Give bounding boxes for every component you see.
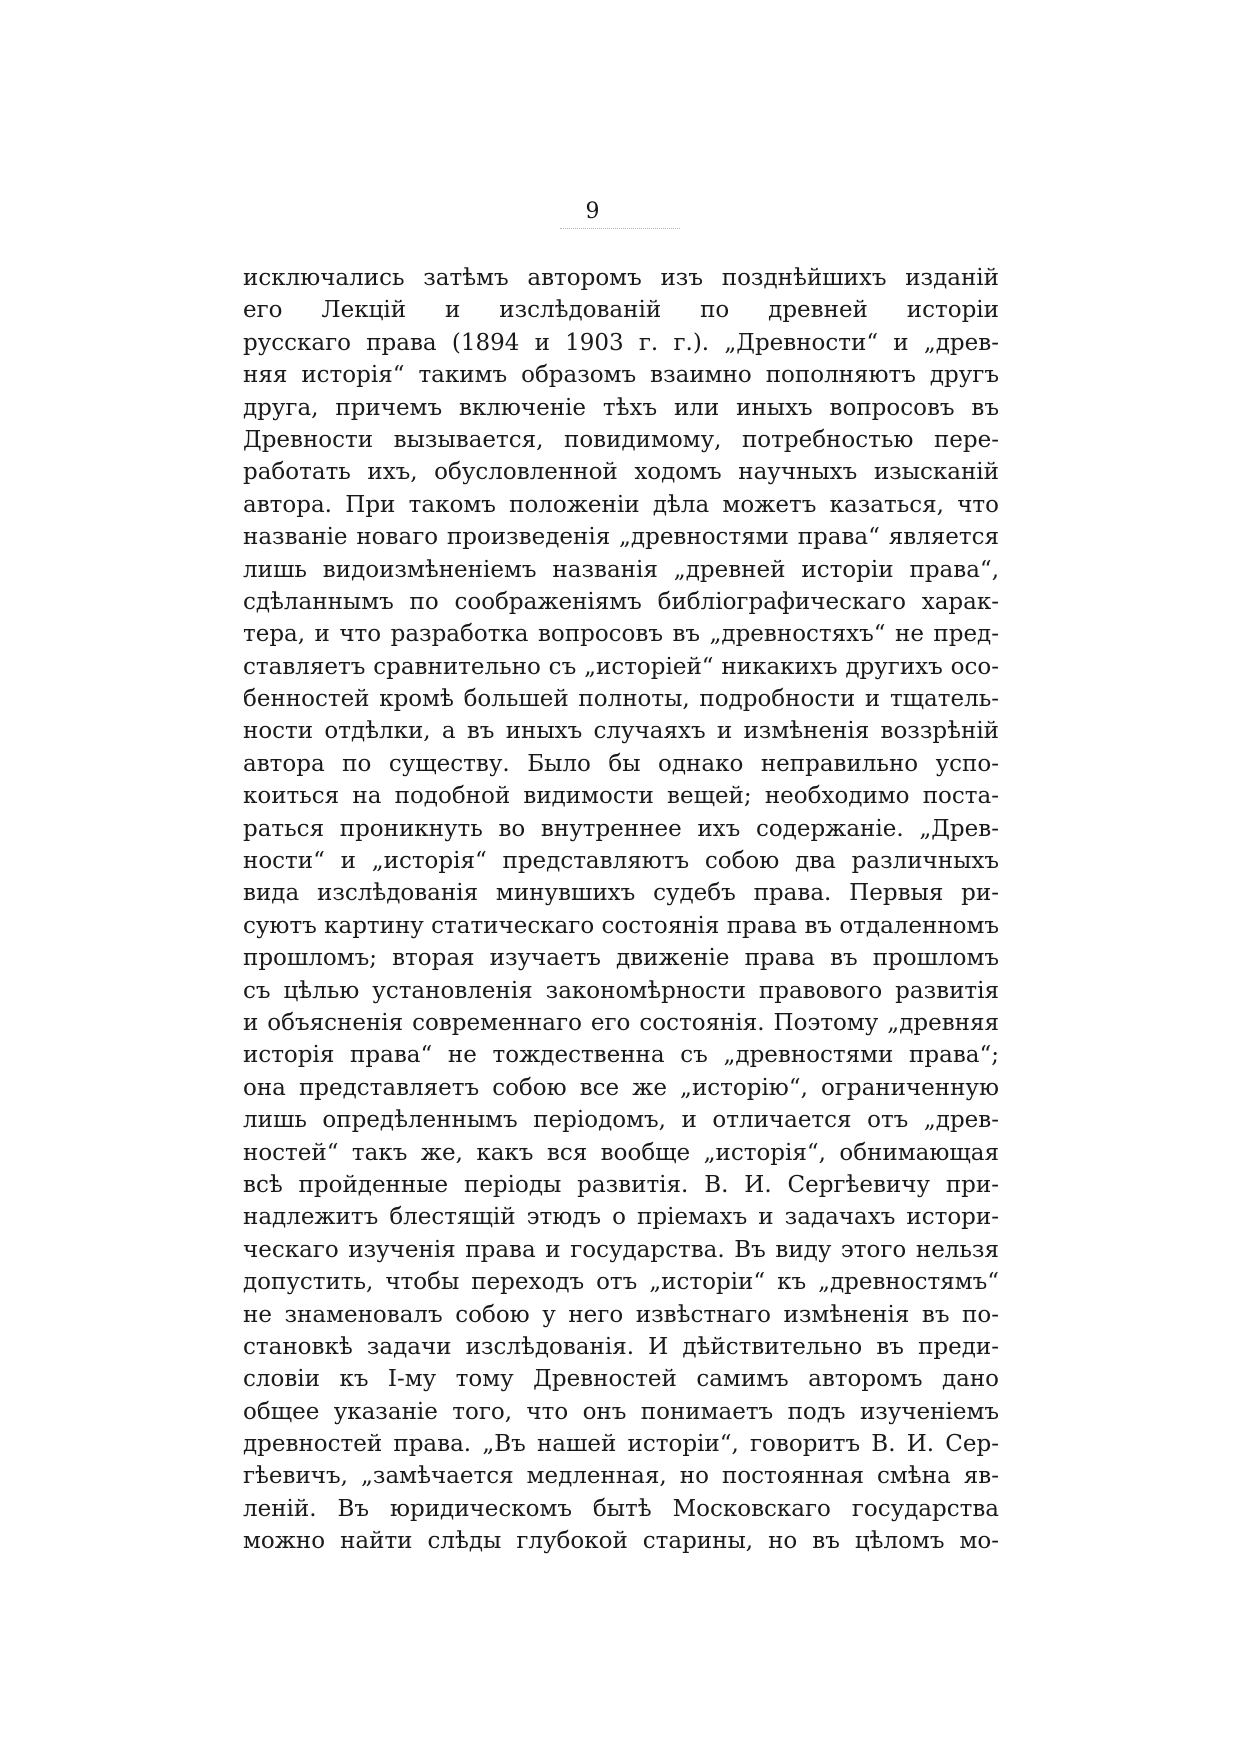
text-line: леній. Въ юридическомъ бытѣ Московскаго государства xyxy=(243,1495,999,1522)
text-line: гѣевичъ, „замѣчается медленная, но постоянная смѣна яв- xyxy=(243,1463,999,1490)
text-line: ставляетъ сравнительно съ „исторіей“ никакихъ другихъ осо- xyxy=(243,653,999,680)
text-line: Древности вызывается, повидимому, потребностью пере- xyxy=(243,426,999,453)
text-line: названіе новаго произведенія „древностями права“ является xyxy=(243,524,999,551)
text-line: исторія права“ не тождественна съ „древностями права“; xyxy=(243,1042,999,1069)
text-line: общее указаніе того, что онъ понимаетъ подъ изученіемъ xyxy=(243,1398,999,1425)
text-line: русскаго права (1894 и 1903 г. г.). „Древности“ и „древ- xyxy=(243,329,999,356)
text-line: ческаго изученія права и государства. Въ виду этого нельзя xyxy=(243,1236,999,1263)
text-line: ности отдѣлки, а въ иныхъ случаяхъ и измѣненія воззрѣній xyxy=(243,718,999,745)
text-line: ности“ и „исторія“ представляютъ собою два различныхъ xyxy=(243,848,999,875)
text-line: допустить, чтобы переходъ отъ „исторіи“ къ „древностямъ“ xyxy=(243,1269,999,1296)
text-line: бенностей кромѣ большей полноты, подробности и тщатель- xyxy=(243,686,999,713)
header-divider xyxy=(560,228,680,230)
text-line: словіи къ I-му тому Древностей самимъ авторомъ дано xyxy=(243,1366,999,1393)
text-line: няя исторія“ такимъ образомъ взаимно пополняютъ другъ xyxy=(243,362,999,389)
text-line: сдѣланнымъ по соображеніямъ библіографическаго харак- xyxy=(243,588,999,615)
text-line: коиться на подобной видимости вещей; необходимо поста- xyxy=(243,783,999,810)
text-line: друга, причемъ включеніе тѣхъ или иныхъ вопросовъ въ xyxy=(243,394,999,421)
text-line: его Лекцій и изслѣдованій по древней исторіи xyxy=(243,297,999,324)
text-line: работать ихъ, обусловленной ходомъ научныхъ изысканій xyxy=(243,459,999,486)
text-line: всѣ пройденные періоды развитія. В. И. Сергѣевичу при- xyxy=(243,1171,999,1198)
page-number: 9 xyxy=(585,199,600,224)
text-line: можно найти слѣды глубокой старины, но въ цѣломъ мо- xyxy=(243,1528,999,1555)
text-line: вида изслѣдованія минувшихъ судебъ права. Первыя ри- xyxy=(243,880,999,907)
text-line: древностей права. „Въ нашей исторіи“, говоритъ В. И. Сер- xyxy=(243,1431,999,1458)
text-line: тера, и что разработка вопросовъ въ „древностяхъ“ не пред- xyxy=(243,621,999,648)
text-line: прошломъ; вторая изучаетъ движеніе права въ прошломъ xyxy=(243,945,999,972)
text-line: ностей“ такъ же, какъ вся вообще „исторія“, обнимающая xyxy=(243,1139,999,1166)
text-line: лишь видоизмѣненіемъ названія „древней исторіи права“, xyxy=(243,556,999,583)
text-line: становкѣ задачи изслѣдованія. И дѣйствительно въ преди- xyxy=(243,1333,999,1360)
body-text xyxy=(243,262,999,1558)
text-line: автора по существу. Было бы однако неправильно успо- xyxy=(243,750,999,777)
text-line: надлежитъ блестящій этюдъ о пріемахъ и задачахъ истори- xyxy=(243,1204,999,1231)
text-line: суютъ картину статическаго состоянія права въ отдаленномъ xyxy=(243,912,1000,939)
text-line: исключались затѣмъ авторомъ изъ позднѣйшихъ изданій xyxy=(243,265,999,291)
text-line: съ цѣлью установленія закономѣрности правового развитія xyxy=(243,977,999,1004)
text-line: раться проникнуть во внутреннее ихъ содержаніе. „Древ- xyxy=(243,815,999,842)
text-line: не знаменовалъ собою у него извѣстнаго измѣненія въ по- xyxy=(243,1301,999,1328)
text-line: она представляетъ собою все же „исторію“, ограниченную xyxy=(243,1074,999,1101)
text-line: и объясненія современнаго его состоянія. Поэтому „древняя xyxy=(243,1009,999,1036)
text-line: автора. При такомъ положеніи дѣла можетъ казаться, что xyxy=(243,491,999,518)
text-line: лишь опредѣленнымъ періодомъ, и отличается отъ „древ- xyxy=(243,1107,999,1134)
